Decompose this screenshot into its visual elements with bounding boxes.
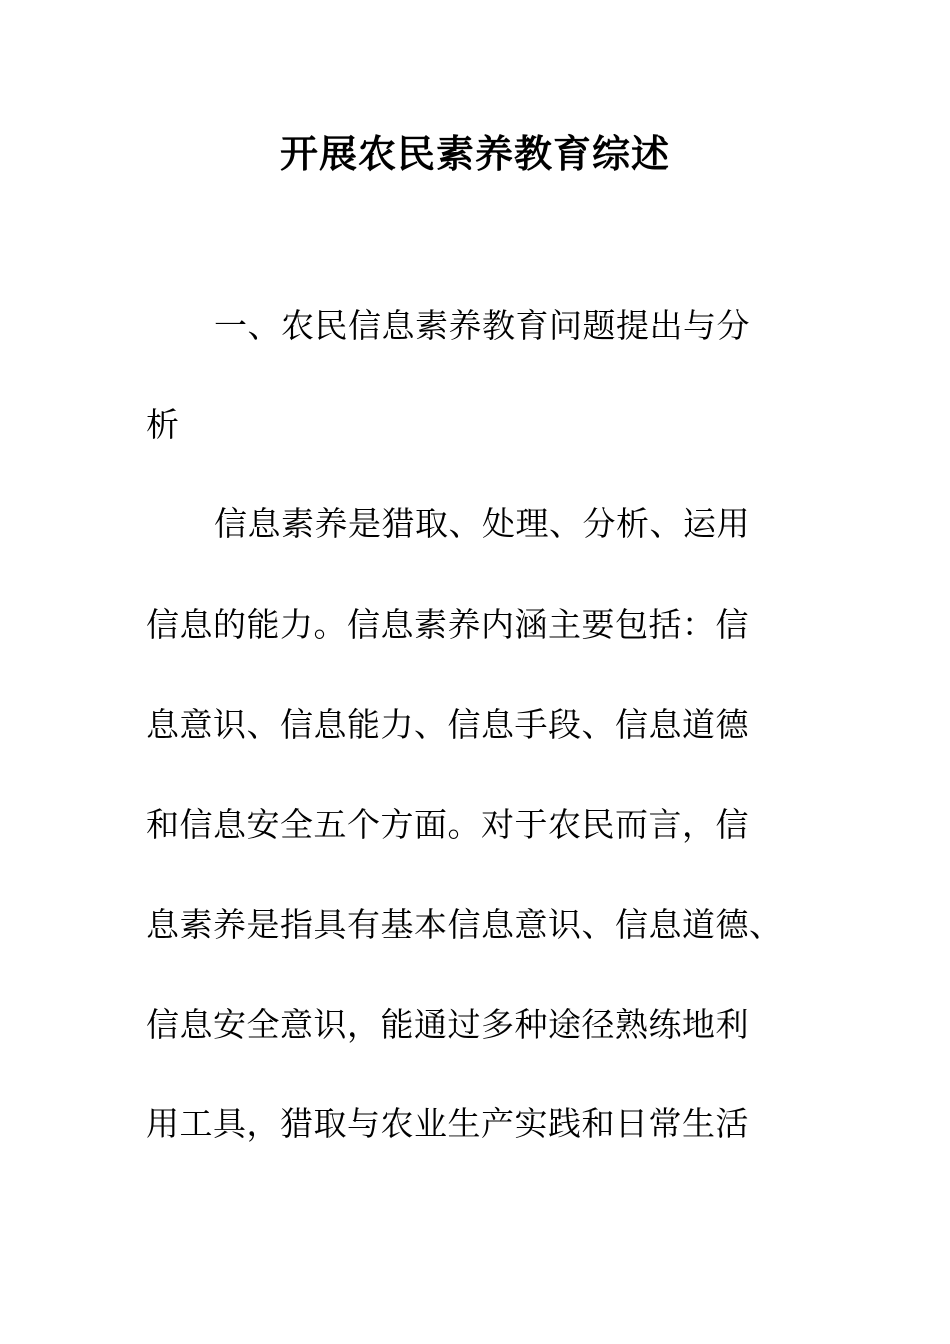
paragraph-line: 息素养是指具有基本信息意识、信息道德、 xyxy=(146,905,783,944)
section-heading-line-2: 析 xyxy=(146,405,180,444)
paragraph-line: 信息安全意识，能通过多种途径熟练地利 xyxy=(146,1005,749,1044)
paragraph-line: 和信息安全五个方面。对于农民而言，信 xyxy=(146,805,749,844)
paragraph-line: 用工具，猎取与农业生产实践和日常生活 xyxy=(146,1104,749,1143)
document-title: 开展农民素养教育综述 xyxy=(279,132,670,176)
paragraph-line: 息意识、信息能力、信息手段、信息道德 xyxy=(146,705,749,744)
paragraph-line: 信息的能力。信息素养内涵主要包括：信 xyxy=(146,605,749,644)
section-heading-line-1: 一、农民信息素养教育问题提出与分 xyxy=(214,306,750,345)
paragraph-line: 信息素养是猎取、处理、分析、运用 xyxy=(214,504,750,543)
